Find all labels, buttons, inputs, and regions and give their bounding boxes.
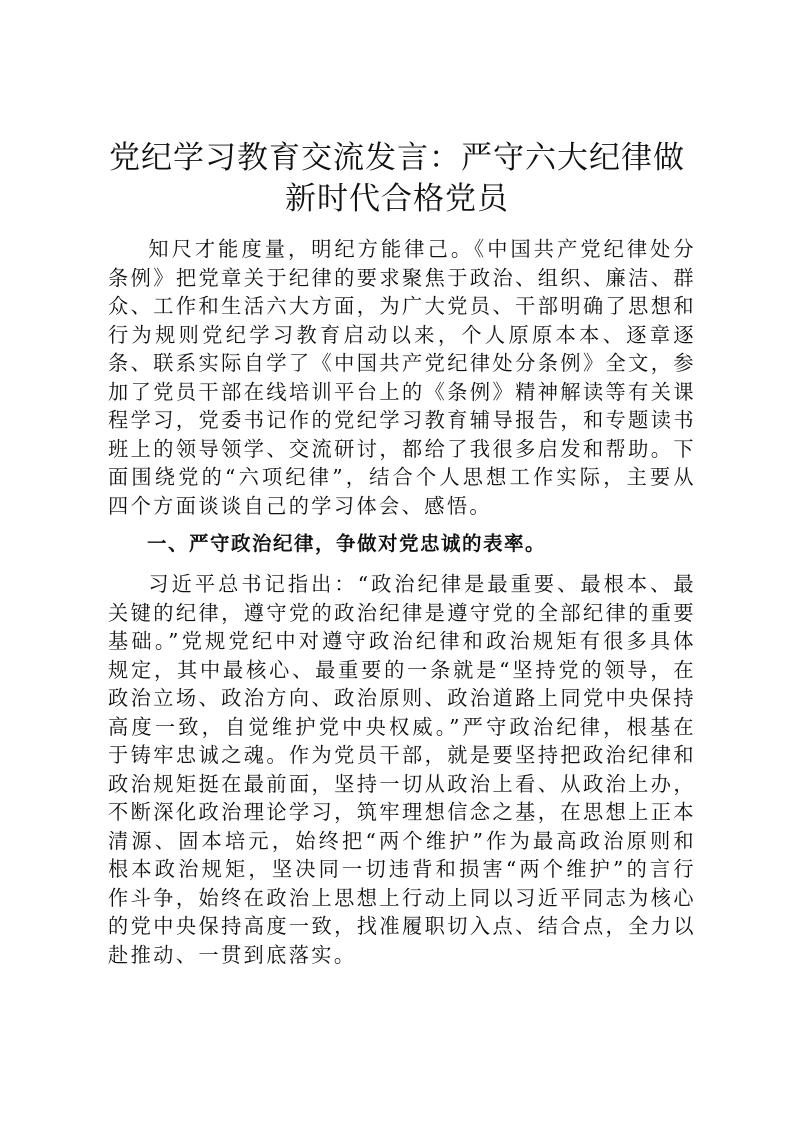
section-heading: 一、严守政治纪律，争做对党忠诚的表率。: [147, 532, 547, 555]
document-title: 党纪学习教育交流发言：严守六大纪律做新时代合格党员: [109, 140, 685, 217]
section-paragraph: 习近平总书记指出：“政治纪律是最重要、最根本、最关键的纪律，遵守党的政治纪律是遵守党的全部纪律的重要基础。”党规党纪中对遵守政治纪律和政治规矩有很多具体规定，其中最核心、最重要的一条就是“坚持党的领导，在政治立场、政治方向、政治原则、政治道路上同党中央保持高度一致，自觉维护党中央权威。”严守政治纪律，根基在于铸牢忠诚之魂。作为党员干部，就是要坚持把政治纪律和政治规矩挺在最前面，坚持一切从政治上看、从政治上办，不断深化政治理论学习，筑牢理想信念之基，在思想上正本清源、固本培元，始终把“两个维护”作为最高政治原则和根本政治规矩，坚决同一切违背和损害“两个维护”的言行作斗争，始终在政治上思想上行动上同以习近平同志为核心的党中央保持高度一致，找准履职切入点、结合点，全力以赴推动、一贯到底落实。: [108, 572, 696, 967]
intro-paragraph: 知尺才能度量，明纪方能律己。《中国共产党纪律处分条例》把党章关于纪律的要求聚焦于政治、组织、廉洁、群众、工作和生活六大方面，为广大党员、干部明确了思想和行为规则党纪学习教育启动以来，个人原原本本、逐章逐条、联系实际自学了《中国共产党纪律处分条例》全文，参加了党员干部在线培训平台上的《条例》精神解读等有关课程学习，党委书记作的党纪学习教育辅导报告，和专题读书班上的领导领学、交流研讨，都给了我很多启发和帮助。下面围绕党的“六项纪律”，结合个人思想工作实际，主要从四个方面谈谈自己的学习体会、感悟。: [108, 237, 696, 518]
